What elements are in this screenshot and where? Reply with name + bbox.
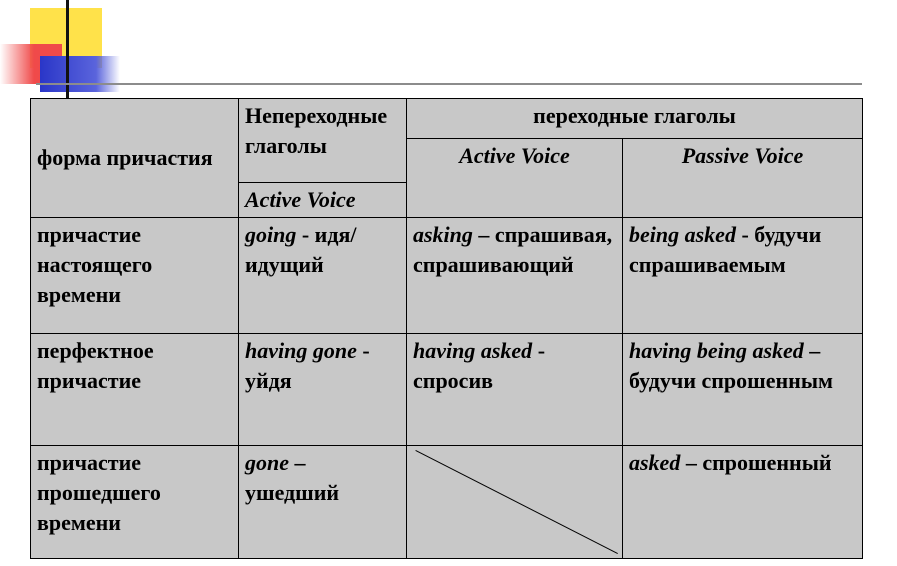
- table-row: [31, 218, 863, 334]
- title-divider: [36, 83, 862, 85]
- translation: – спрашивая, спрашивающий: [413, 222, 613, 277]
- term: asking: [413, 222, 473, 247]
- translation: – ушедший: [245, 450, 340, 505]
- decor-blue-square: [40, 56, 120, 92]
- row-active-cell: [407, 334, 623, 446]
- row-passive-cell: [623, 446, 863, 559]
- translation: - будучи спрашиваемым: [629, 222, 822, 277]
- header-participle-form: форма причастия: [31, 99, 239, 218]
- translation: - уйдя: [245, 338, 370, 393]
- row-form: причастие прошедшего времени: [31, 446, 239, 559]
- term: having being asked: [629, 338, 804, 363]
- header-transitive-verbs: переходные глаголы: [407, 99, 863, 139]
- translation: - идя/ идущий: [245, 222, 357, 277]
- term: asked: [629, 450, 681, 475]
- header-intransitive-verbs: Непереходные глаголы: [239, 99, 407, 183]
- participle-table: [30, 98, 863, 559]
- table-row: [31, 446, 863, 559]
- row-form: перфектное причастие: [31, 334, 239, 446]
- row-active-cell: [407, 218, 623, 334]
- table-row: [31, 334, 863, 446]
- translation: – спрошенный: [680, 450, 832, 475]
- header-intransitive-active-voice: Active Voice: [239, 183, 407, 218]
- row-passive-cell: [623, 334, 863, 446]
- translation: – будучи спрошенным: [629, 338, 834, 393]
- term: gone: [245, 450, 289, 475]
- translation: - спросив: [413, 338, 546, 393]
- row-form: причастие настоящего времени: [31, 218, 239, 334]
- term: going: [245, 222, 297, 247]
- empty-cell-crossed: [407, 446, 623, 559]
- row-intransitive-cell: [239, 446, 407, 559]
- decor-vertical-line: [66, 0, 69, 100]
- term: being asked: [629, 222, 736, 247]
- row-passive-cell: [623, 218, 863, 334]
- term: having gone: [245, 338, 357, 363]
- diagonal-line: [407, 446, 622, 558]
- header-active-voice: Active Voice: [407, 139, 623, 218]
- header-passive-voice: Passive Voice: [623, 139, 863, 218]
- term: having asked: [413, 338, 533, 363]
- row-intransitive-cell: [239, 334, 407, 446]
- row-intransitive-cell: [239, 218, 407, 334]
